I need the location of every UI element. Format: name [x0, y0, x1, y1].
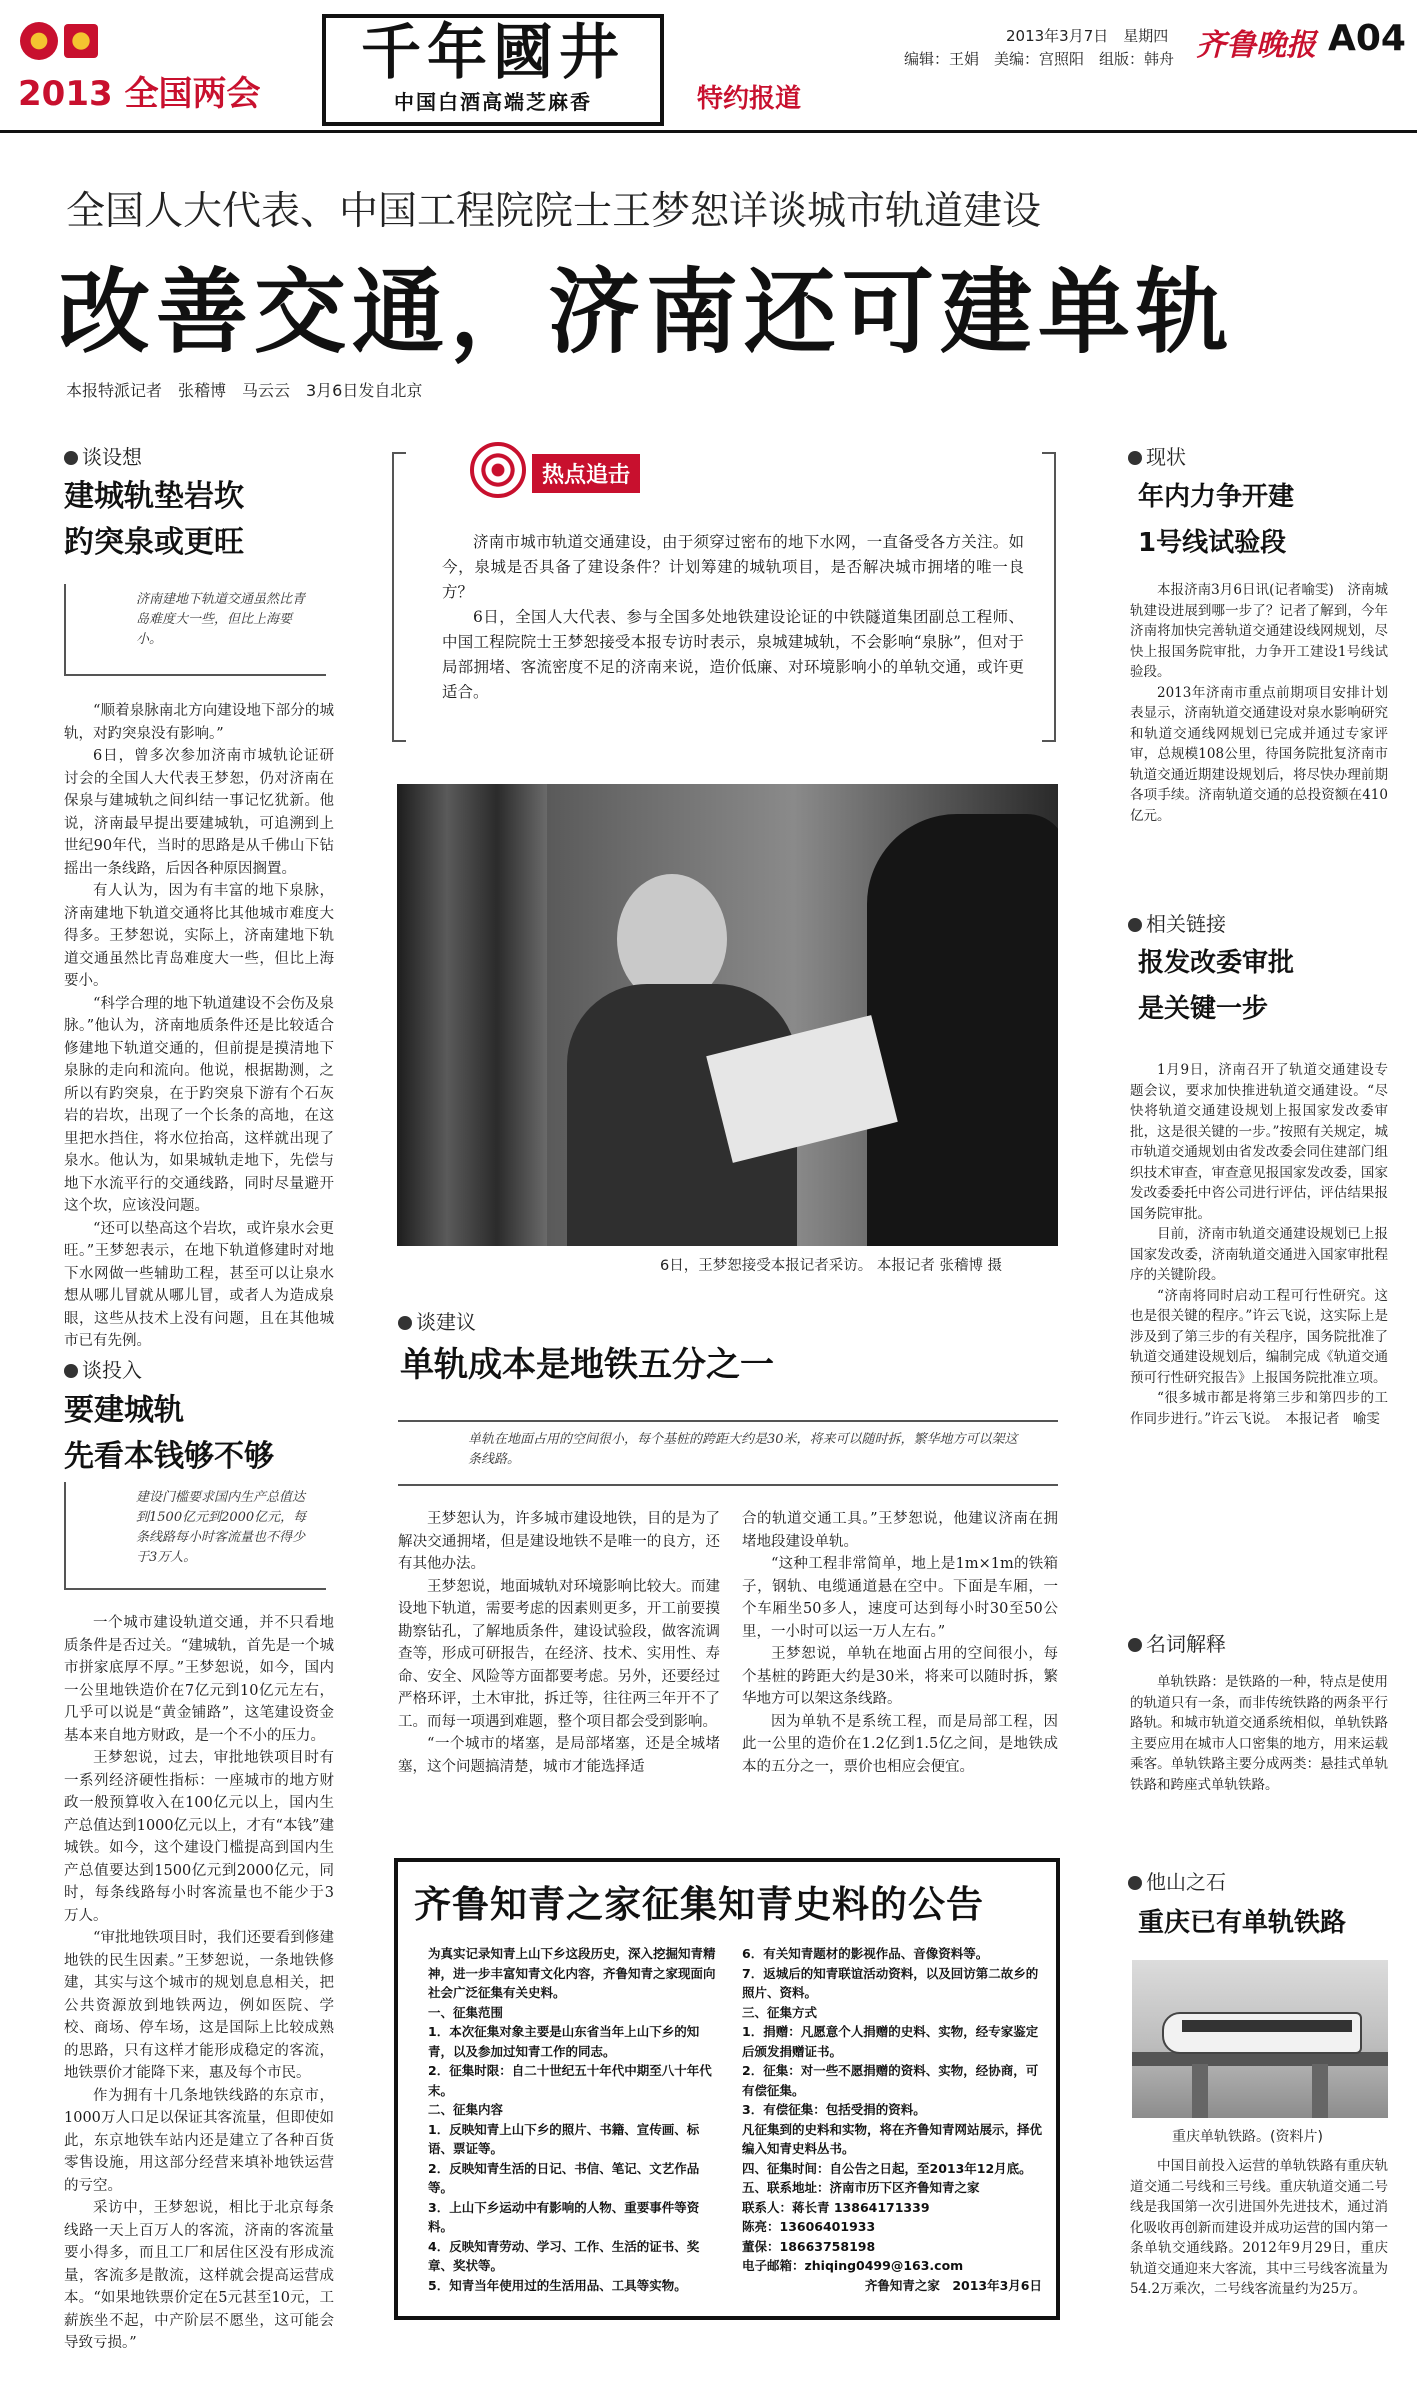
emblem-icon [20, 22, 58, 60]
notice-c1-line-8: 3．上山下乡运动中有影响的人物、重要事件等资料。 [428, 2199, 700, 2234]
left1-lead: 济南建地下轨道交通虽然比青岛难度大一些，但比上海要小。 [136, 592, 306, 647]
left2-para-4: 作为拥有十几条地铁线路的东京市，1000万人口足以保证其客流量，但即使如此，东京地铁车站内还是建立了各种百货零售设施，用这部分经营来填补地铁运营的亏空。 [64, 2087, 334, 2194]
year-title: 2013 全国两会 [18, 74, 261, 114]
notice-c1-line-4: 2．征集时限：自二十世纪五十年代中期至八十年代末。 [428, 2063, 712, 2098]
mid-col1-para-1: 王梦恕认为，许多城市建设地铁，目的是为了解决交通拥堵，但是建设地铁不是唯一的良方，还有其他办法。 [398, 1511, 720, 1572]
mid-col2-para-3: 王梦恕说，单轨在地面占用的空间很小，每个基桩的跨距大约是30米，将来可以随时拆，繁华地方可以架这条线路。 [742, 1646, 1058, 1707]
hot-paragraph-1: 济南市城市轨道交通建设，由于须穿过密布的地下水网，一直备受各方关注。如今，泉城是否具备了建设条件？计划筹建的城轨项目，是否解决城市拥堵的唯一良方？ [442, 533, 1024, 601]
left1-para-1: “顺着泉脉南北方向建设地下部分的城轨，对趵突泉没有影响。” [64, 703, 334, 742]
notice-c2-line-5: 2．征集：对一些不愿捐赠的资料、实物，经协商，可有偿征集。 [742, 2063, 1039, 2098]
notice-c1-line-3: 1．本次征集对象主要是山东省当年上山下乡的知青，以及参加过知青工作的同志。 [428, 2024, 700, 2059]
reporter-shape [867, 814, 1058, 1246]
left1-lead-box [64, 584, 326, 676]
notice-c2-line-10: 联系人：蒋长青 13864171339 [742, 2199, 930, 2215]
right1-para-2: 2013年济南市重点前期项目安排计划表显示，济南轨道交通建设对泉水影响研究和轨道交通线网规划已完成并通过专家评审，总规模108公里，待国务院批复济南市轨道交通近期建设规划后，将尽快办理前期各项手续。济南轨道交通的总投资额在410亿元。 [1130, 684, 1388, 824]
notice-c2-line-12: 董保：18663758198 [742, 2238, 876, 2254]
notice-col-1 [428, 1944, 718, 2295]
mid-col-1 [398, 1508, 720, 1778]
mid-col2-para-2: “这种工程非常简单，地上是1m×1m的铁箱子，钢轨、电缆通道悬在空中。下面是车厢，一个车厢坐50多人，速度可达到每小时30至50公里，一小时可以运一万人左右。” [742, 1556, 1058, 1640]
notice-c1-line-6: 1．反映知青上山下乡的照片、书籍、宣传画、标语、票证等。 [428, 2121, 700, 2156]
section-dot-icon [398, 1316, 412, 1330]
section-dot-icon [64, 451, 78, 465]
left1-title: 建城轨垫岩坎 趵突泉或更旺 [64, 479, 244, 560]
mid-col1-para-2: 王梦恕说，地面城轨对环境影响比较大。而建设地下轨道，需要考虑的因素则更多，开工前要摸勘察钻孔，了解地质条件，建设试验段，做客流调查等，形成可研报告，在经济、技术、实用性、寿命、安全、风险等方面都要考虑。另外，还要经过严格环评，土木审批，拆迁等，往往两三年开不了工。而每一项遇到难题，整个项目都会受到影响。 [398, 1578, 720, 1730]
mid-col2-para-1: 合的轨道交通工具。”王梦恕说，他建议济南在拥堵地段建设单轨。 [742, 1511, 1058, 1550]
byline: 本报特派记者 张稽博 马云云 3月6日发自北京 [66, 381, 423, 400]
curtain-shape [397, 784, 547, 1246]
notice-c2-line-2: 7．返城后的知青联谊活动资料，以及回访第二故乡的照片、资料。 [742, 1965, 1039, 2000]
mid-title: 单轨成本是地铁五分之一 [400, 1345, 774, 1385]
right1-title: 年内力争开建 1号线试验段 [1138, 482, 1295, 558]
right2-para-2: 目前，济南市轨道交通建设规划已上报国家发改委，济南轨道交通进入国家审批程序的关键阶段。 [1130, 1226, 1388, 1283]
mid-lead: 单轨在地面占用的空间很小，每个基桩的跨距大约是30米，将来可以随时拆，繁华地方可以架这条线路。 [468, 1432, 1018, 1467]
notice-col-2 [742, 1944, 1042, 2295]
notice-c2-line-7: 凡征集到的史料和实物，将在齐鲁知青网站展示，择优编入知青史料丛书。 [742, 2121, 1043, 2156]
notice-c1-line-5: 二、征集内容 [428, 2102, 504, 2117]
notice-c1-line-10: 5．知青当年使用过的生活用品、工具等实物。 [428, 2277, 687, 2293]
left2-para-3: “审批地铁项目时，我们还要看到修建地铁的民生因素。”王梦恕说，一条地铁修建，其实与这个城市的规划息息相关，把公共资源放到地铁两边，例如医院、学校、商场、停车场，这是国际上比较成熟的思路，只有这样才能形成稳定的客流，地铁票价才能降下来，惠及每个市民。 [64, 1930, 334, 2081]
hot-topic-box [392, 452, 1056, 742]
notice-c2-line-14: 齐鲁知青之家 2013年3月6日 [864, 2277, 1042, 2293]
notice-c2-line-8: 四、征集时间：自公告之日起，至2013年12月底。 [742, 2160, 1032, 2176]
notice-c2-line-13: 电子邮箱：zhiqing0499@163.com [742, 2258, 964, 2273]
notice-title: 齐鲁知青之家征集知青史料的公告 [414, 1882, 984, 1926]
section-dot-icon [64, 1364, 78, 1378]
bracket-left [392, 452, 406, 742]
notice-c1-line-1: 为真实记录知青上山下乡这段历史，深入挖掘知青精神，进一步丰富知青文化内容，齐鲁知青之家现面向社会广泛征集有关史料。 [428, 1946, 716, 2000]
left2-lead-box [64, 1482, 326, 1590]
left1-para-5: “还可以垫高这个岩坎，或许泉水会更旺。”王梦恕表示，在地下轨道修建时对地下水网做一些辅助工程，甚至可以让泉水想从哪儿冒就从哪儿冒，或者人为造成泉眼，这些从技术上没有问题，且在其他城市已有先例。 [64, 1220, 334, 1349]
left1-para-4: “科学合理的地下轨道建设不会伤及泉脉。”他认为，济南地质条件还是比较适合修建地下轨道交通的，但前提是摸清地下泉脉的走向和流向。他说，根据勘测，之所以有趵突泉，在于趵突泉下游有个石灰岩的岩坎，出现了一个长条的高地，在这里把水挡住，将水位抬高，这样就出现了泉水。他认为，如果城轨走地下，先偿与地下水流平行的交通线路，同时尽量避开这个坎，应该没问题。 [64, 995, 334, 1214]
monorail-caption: 重庆单轨铁路。(资料片) [1172, 2129, 1323, 2145]
left2-para-5: 采访中，王梦恕说，相比于北京每条线路一天上百万人的客流，济南的客流量要小得多，而且工厂和居住区没有形成流量，客流多是散流，这样就会提高运营成本。“如果地铁票价定在5元甚至10元，工薪族坐不起，中产阶层不愿坐，这可能会导致亏损。” [64, 2200, 334, 2351]
section-label-right1: 现状 [1128, 441, 1186, 470]
mid-col1-para-3: “一个城市的堵塞，是局部堵塞，还是全城堵塞，这个问题搞清楚，城市才能选择适 [398, 1736, 720, 1775]
right3-body [1130, 1672, 1388, 1795]
notice-c2-line-3: 三、征集方式 [742, 2004, 818, 2020]
monorail-beam [1132, 2052, 1388, 2066]
left1-body [64, 700, 334, 1353]
page-number: A04 [1328, 18, 1406, 59]
hot-paragraph-2: 6日，全国人大代表、参与全国多处地铁建设论证的中铁隧道集团副总工程师、中国工程院院士王梦恕接受本报专访时表示，泉城建城轨，不会影响“泉脉”，但对于局部拥堵、客流密度不足的济南来说，造价低廉、对环境影响小的单轨交通，或许更适合。 [442, 608, 1024, 701]
right2-title: 报发改委审批 是关键一步 [1138, 948, 1295, 1024]
left2-para-1: 一个城市建设轨道交通，并不只看地质条件是否过关。“建城轨，首先是一个城市拼家底厚不厚。”王梦恕说，如今，国内一公里地铁造价在7亿元到10亿元左右，几乎可以说是“黄金铺路”，这笔建设资金基本来自地方财政，是一个不小的压力。 [64, 1615, 334, 1744]
brand-subtitle: 中国白酒高端芝麻香 [394, 90, 592, 114]
section-label-mid: 谈建议 [398, 1306, 476, 1335]
mid-lead-box [398, 1420, 1058, 1486]
bracket-right [1042, 452, 1056, 742]
section-dot-icon [1128, 1876, 1142, 1890]
brand-logo [322, 14, 664, 126]
right2-para-3: “济南将同时启动工程可行性研究。这也是很关键的程序。”许云飞说，这实际上是涉及到了第三步的有关程序，国务院批准了轨道交通建设规划后，编制完成《轨道交通预可行性研究报告》上报国务院批准立项。 [1130, 1287, 1388, 1386]
right1-body [1130, 580, 1388, 826]
section-label-right2: 相关链接 [1128, 908, 1226, 937]
section-label-left2: 谈投入 [64, 1354, 142, 1383]
right3-para: 单轨铁路：是铁路的一种，特点是使用的轨道只有一条，而非传统铁路的两条平行路轨。和城市轨道交通系统相似，单轨铁路主要应用在城市人口密集的地方，用来运载乘客。单轨铁路主要分成两类：悬挂式单轨铁路和跨座式单轨铁路。 [1130, 1674, 1388, 1793]
notice-c2-line-1: 6．有关知青题材的影视作品、音像资料等。 [742, 1946, 989, 1961]
left2-title: 要建城轨 先看本钱够不够 [64, 1393, 274, 1474]
newspaper-name: 齐鲁晚报 [1196, 28, 1316, 63]
main-headline: 改善交通，济南还可建单轨 [58, 259, 1235, 366]
left1-para-2: 6日，曾多次参加济南市城轨论证研讨会的全国人大代表王梦恕，仍对济南在保泉与建城轨之间纠结一事记忆犹新。他说，济南最早提出要建城轨，可追溯到上世纪90年代，当时的思路是从千佛山下钻摇出一条线路，后因各种原因搁置。 [64, 748, 334, 877]
left2-para-2: 王梦恕说，过去，审批地铁项目时有一系列经济硬性指标：一座城市的地方财政一般预算收入在100亿元以上，国内生产总值达到1000亿元以上，才有“本钱”建城铁。如今，这个建设门槛提高到国内生产总值要达到1500亿元到2000亿元，同时，每条线路每小时客流量也不能少于3万人。 [64, 1750, 334, 1924]
hot-topic-label: 热点追击 [532, 454, 640, 493]
left2-lead: 建设门槛要求国内生产总值达到1500亿元到2000亿元，每条线路每小时客流量也不得少于3万人。 [136, 1490, 307, 1565]
monorail-window-strip [1182, 2020, 1352, 2032]
interview-photo [397, 784, 1058, 1246]
mid-col-2 [742, 1508, 1058, 1778]
section-dot-icon [1128, 1638, 1142, 1652]
section-label-left1: 谈设想 [64, 441, 142, 470]
monorail-train [1162, 2012, 1362, 2054]
notice-c2-line-6: 3．有偿征集：包括受捐的资料。 [742, 2102, 926, 2117]
monorail-pillar [1312, 2064, 1328, 2118]
section-dot-icon [1128, 918, 1142, 932]
issue-date: 2013年3月7日 星期四 [1006, 27, 1169, 45]
left1-para-3: 有人认为，因为有丰富的地下泉脉，济南建地下轨道交通将比其他城市难度大得多。王梦恕说，实际上，济南建地下轨道交通虽然比青岛难度大一些，但比上海要小。 [64, 883, 334, 989]
masthead-rule [0, 130, 1417, 133]
right2-para-4: “很多城市都是将第三步和第四步的工作同步进行。”许云飞说。 本报记者 喻雯 [1130, 1390, 1388, 1427]
monorail-pillar [1192, 2064, 1208, 2118]
section-dot-icon [1128, 451, 1142, 465]
notice-c2-line-11: 陈亮：13606401933 [742, 2219, 876, 2234]
emblem-icon-2 [64, 24, 98, 58]
notice-c1-line-2: 一、征集范围 [428, 2004, 504, 2020]
special-report-label: 特约报道 [697, 84, 802, 114]
right4-body [1130, 2156, 1388, 2300]
right2-para-1: 1月9日，济南召开了轨道交通建设专题会议，要求加快推进轨道交通建设。“尽快将轨道交通建设规划上报国家发改委审批，这是很关键的一步。”按照有关规定，城市轨道交通规划由省发改委会同住建部门组织技术审查，审查意见报国家发改委，国家发改委委托中咨公司进行评估，评估结果报国务院审批。 [1130, 1062, 1388, 1222]
monorail-photo [1132, 1960, 1388, 2118]
section-label-right3: 名词解释 [1128, 1628, 1226, 1657]
notice-c2-line-9: 五、联系地址：济南市历下区齐鲁知青之家 [742, 2180, 980, 2195]
notice-c2-line-4: 1．捐赠：凡愿意个人捐赠的史料、实物，经专家鉴定后颁发捐赠证书。 [742, 2024, 1039, 2059]
section-label-right4: 他山之石 [1128, 1866, 1226, 1895]
left2-body [64, 1612, 334, 2355]
target-icon [470, 442, 526, 498]
right2-body [1130, 1060, 1388, 1429]
notice-c1-line-9: 4．反映知青劳动、学习、工作、生活的证书、奖章、奖状等。 [428, 2238, 700, 2273]
brand-title: 千年國井 [361, 18, 625, 88]
editor-credits: 编辑：王娟 美编：宫照阳 组版：韩舟 [904, 50, 1175, 68]
right1-para-1: 本报济南3月6日讯(记者喻雯) 济南城轨建设进展到哪一步了？记者了解到，今年济南将加快完善轨道交通建设线网规划，尽快上报国务院审批，力争开工建设1号线试验段。 [1130, 582, 1388, 680]
headline-kicker: 全国人大代表、中国工程院院士王梦恕详谈城市轨道建设 [66, 189, 1042, 234]
notice-c1-line-7: 2．反映知青生活的日记、书信、笔记、文艺作品等。 [428, 2160, 700, 2195]
masthead [0, 0, 1417, 135]
photo-caption: 6日，王梦恕接受本报记者采访。 本报记者 张稽博 摄 [660, 1258, 1003, 1274]
notice-box [394, 1858, 1060, 2320]
right4-title: 重庆已有单轨铁路 [1138, 1908, 1347, 1938]
right4-para: 中国目前投入运营的单轨铁路有重庆轨道交通二号线和三号线。重庆轨道交通二号线是我国第一次引进国外先进技术，通过消化吸收再创新而建设并成功运营的国内第一条单轨交通线路。2012年9月29日，重庆轨道交通迎来大客流，其中三号线客流量为54.2万乘次，二号线客流量约为25万。 [1130, 2158, 1388, 2297]
mid-col2-para-4: 因为单轨不是系统工程，而是局部工程，因此一公里的造价在1.2亿到1.5亿之间，是地铁成本的五分之一，票价也相应会便宜。 [742, 1713, 1058, 1775]
